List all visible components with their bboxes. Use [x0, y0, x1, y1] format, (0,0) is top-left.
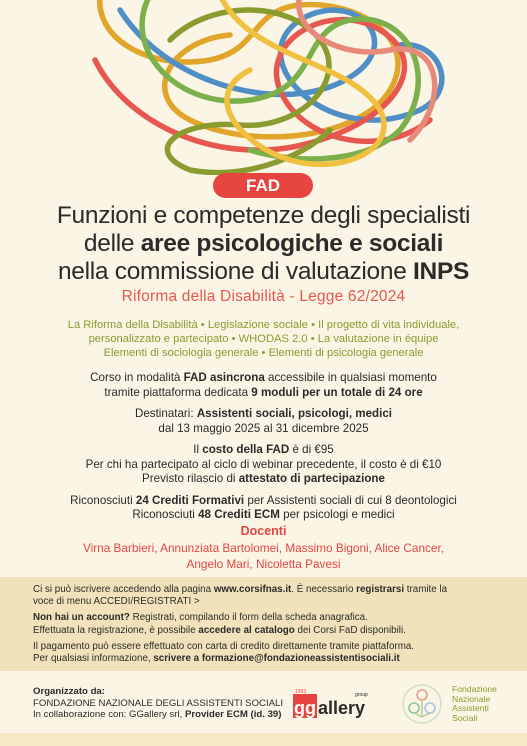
title-line-2-text: delle — [83, 230, 141, 257]
svg-text:1993: 1993 — [295, 689, 307, 695]
signup-line-4: Effettuata la registrazione, è possibile accedere al catalogo dei Corsi FaD disponibili. — [33, 624, 406, 636]
topics-line: La Riforma della Disabilità • Legislazione sociale • Il progetto di vita individuale, — [67, 319, 460, 331]
dates-line: dal 13 maggio 2025 al 31 dicembre 2025 — [158, 421, 369, 435]
docenti-line: Virna Barbieri, Annunziata Bartolomei, Massimo Bigoni, Alice Cancer, — [82, 541, 445, 555]
svg-text:group: group — [355, 692, 368, 698]
organizer-collab: In collaborazione con: GGallery srl, Provider ECM (id. 39) — [33, 709, 282, 720]
title-line-3-text: nella commissione di valutazione — [57, 258, 414, 285]
signup-line-2: voce di menu ACCEDI/REGISTRATI > — [33, 596, 200, 608]
fnas-logo-text: Fondazione Nazionale Assistenti Sociali — [452, 684, 497, 723]
docenti-line: Angelo Mari, Nicoletta Pavesi — [186, 556, 341, 571]
recipients-line: Destinatari: Assistenti sociali, psicologi, medici — [134, 407, 393, 420]
cost-line: Il costo della FAD è di €95 — [193, 443, 334, 456]
ggallery-logo — [293, 688, 383, 722]
docenti-heading: Docenti — [240, 524, 287, 538]
credits-line-2: Riconosciuti 48 Crediti ECM per psicologi e medici — [132, 508, 395, 521]
fnas-logo-icon — [401, 683, 443, 725]
signup-info-text — [33, 584, 503, 665]
course-line-1: Corso in modalità FAD asincrona accessibile in qualsiasi momento — [90, 371, 437, 384]
svg-text:gg: gg — [294, 698, 316, 718]
title-line-3 — [10, 258, 517, 286]
signup-line-1: Ci si può iscrivere accedendo alla pagina www.corsifnas.it. È necessario registrarsi tramite la — [33, 584, 448, 595]
signup-line-3: Non hai un account? Registrati, compilando il form della scheda anagrafica. — [33, 612, 368, 624]
docenti-list — [30, 541, 497, 572]
topics-list — [20, 318, 507, 360]
title-line-3-bold: INPS — [413, 258, 470, 285]
signup-line-5: Il pagamento può essere effettuato con carta di credito direttamente tramite piattaforma. — [33, 640, 415, 652]
signup-line-6: Per qualsiasi informazione, scrivere a formazione@fondazioneassistentisociali.it — [33, 653, 400, 665]
certificate-line: Previsto rilascio di attestato di partecipazione — [142, 472, 385, 485]
svg-text:allery: allery — [318, 698, 366, 718]
organizer-block — [33, 686, 303, 721]
reduced-cost-line: Per chi ha partecipato al ciclo di webinar precedente, il costo è di €10 — [85, 457, 442, 471]
organizer-name: FONDAZIONE NAZIONALE DEGLI ASSISTENTI SOCIALI — [33, 697, 284, 709]
topics-line: personalizzato e partecipato • WHODAS 2.0 • La valutazione in équipe — [88, 333, 439, 345]
organizer-heading: Organizzato da: — [33, 686, 105, 697]
tangled-lines-illustration — [0, 0, 527, 175]
site-link[interactable]: www.corsifnas.it — [213, 584, 292, 595]
title-line-2-bold: aree psicologiche e sociali — [140, 230, 444, 257]
topics-line: Elementi di sociologia generale • Elementi di psicologia generale — [103, 347, 424, 359]
email-link[interactable]: scrivere a formazione@fondazioneassistentisociali.it — [153, 653, 400, 665]
subtitle: Riforma della Disabilità - Legge 62/2024 — [121, 288, 406, 305]
course-info — [14, 371, 513, 523]
course-line-2: tramite piattaforma dedicata 9 moduli per un totale di 24 ore — [104, 385, 423, 399]
title-line-1: Funzioni e competenze degli specialisti — [56, 202, 471, 229]
fad-badge: FAD — [213, 173, 313, 198]
bottom-bar — [0, 733, 527, 746]
credits-line-1: Riconosciuti 24 Crediti Formativi per Assistenti sociali di cui 8 deontologici — [70, 493, 457, 507]
page-title — [10, 202, 517, 286]
title-line-2 — [10, 230, 517, 258]
